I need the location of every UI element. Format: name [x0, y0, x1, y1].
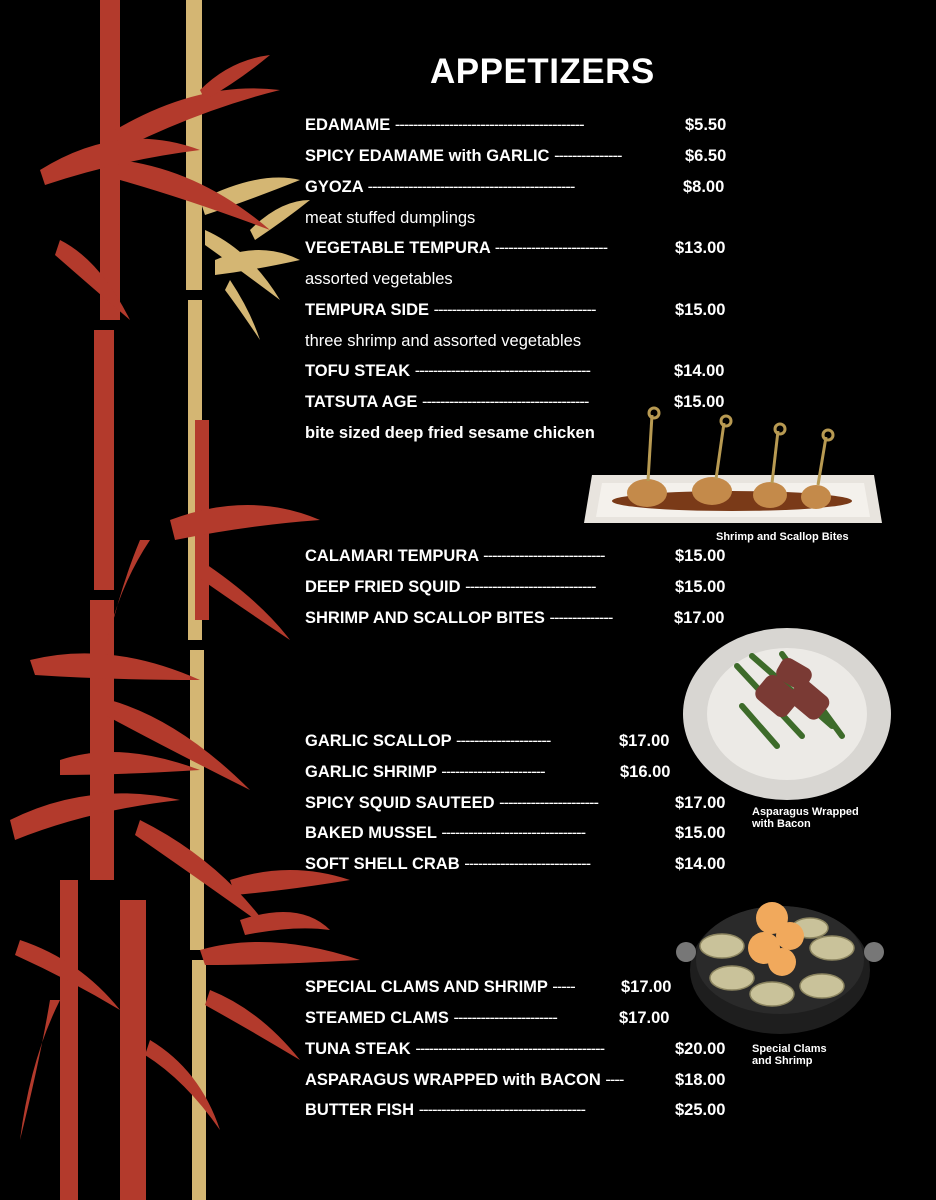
menu-item [305, 762, 671, 782]
item-name: SPICY EDAMAME with GARLIC [305, 147, 550, 165]
menu-item [305, 577, 726, 597]
item-name: ASPARAGUS WRAPPED with BACON [305, 1071, 601, 1089]
menu-item [305, 177, 725, 197]
item-price: $17.00 [619, 1009, 670, 1027]
item-dashes: ---------------------------- [464, 855, 591, 873]
item-name: GYOZA [305, 178, 364, 196]
item-dashes: ------------------------- [494, 239, 608, 257]
item-dashes: -------------- [549, 609, 613, 627]
item-price: $15.00 [674, 393, 725, 411]
item-price: $17.00 [674, 609, 725, 627]
item-price: $25.00 [675, 1101, 726, 1119]
item-price: $17.00 [621, 978, 672, 996]
menu-item [305, 1100, 726, 1120]
item-price: $17.00 [619, 732, 670, 750]
item-price: $20.00 [675, 1040, 726, 1058]
item-dashes: ------------------------------------------ [415, 1040, 605, 1058]
item-dashes: ---------------------- [499, 794, 598, 812]
item-name: SPECIAL CLAMS AND SHRIMP [305, 978, 548, 996]
item-dashes: ------------------------------------- [422, 393, 589, 411]
item-name: TEMPURA SIDE [305, 301, 430, 319]
menu-item [305, 1070, 726, 1090]
item-dashes: ---------------------------------------------- [367, 178, 575, 196]
item-dashes: ------------------------------------- [418, 1101, 585, 1119]
item-name: BAKED MUSSEL [305, 824, 437, 842]
item-price: $14.00 [675, 855, 726, 873]
menu-item [305, 392, 725, 412]
item-dashes: --------------------------------------- [414, 362, 591, 380]
menu-item [305, 115, 727, 135]
photo-caption [752, 1043, 827, 1067]
item-price: $14.00 [674, 362, 725, 380]
item-price: $17.00 [675, 794, 726, 812]
item-price: $6.50 [685, 147, 727, 165]
item-name: VEGETABLE TEMPURA [305, 239, 491, 257]
menu-item [305, 977, 672, 997]
item-dashes: ----- [552, 978, 575, 996]
menu-item [305, 1039, 726, 1059]
item-price: $15.00 [675, 301, 726, 319]
item-name: TOFU STEAK [305, 362, 411, 380]
menu-item [305, 1008, 670, 1028]
item-dashes: ---- [605, 1071, 624, 1089]
item-price: $16.00 [620, 763, 671, 781]
item-dashes: ----------------------- [453, 1009, 557, 1027]
item-price: $18.00 [675, 1071, 726, 1089]
item-dashes: --------------------------- [483, 547, 605, 565]
caption-line: and Shrimp [752, 1055, 813, 1067]
item-dashes: -------------------------------- [441, 824, 586, 842]
item-price: $15.00 [675, 547, 726, 565]
item-name: STEAMED CLAMS [305, 1009, 449, 1027]
menu-item [305, 731, 670, 751]
item-dashes: ------------------------------------------ [394, 116, 584, 134]
menu-item [305, 300, 726, 320]
asparagus-bacon-photo [682, 626, 892, 802]
item-price: $8.00 [683, 178, 725, 196]
caption-line: with Bacon [752, 818, 811, 830]
item-dashes: ------------------------------------ [433, 301, 596, 319]
item-description: meat stuffed dumplings [305, 209, 476, 227]
caption-line: Special Clams [752, 1043, 827, 1055]
menu-item [305, 854, 726, 874]
item-name: EDAMAME [305, 116, 391, 134]
item-price: $5.50 [685, 116, 727, 134]
item-dashes: ----------------------------- [465, 578, 596, 596]
item-price: $15.00 [675, 824, 726, 842]
item-price: $13.00 [675, 239, 726, 257]
item-description: assorted vegetables [305, 270, 453, 288]
item-name: SPICY SQUID SAUTEED [305, 794, 495, 812]
item-name: BUTTER FISH [305, 1101, 415, 1119]
menu-item [305, 793, 726, 813]
photo-caption: Shrimp and Scallop Bites [716, 531, 849, 543]
photo-caption [752, 806, 859, 830]
menu-item [305, 823, 726, 843]
caption-line: Asparagus Wrapped [752, 806, 859, 818]
item-name: GARLIC SHRIMP [305, 763, 437, 781]
clams-shrimp-photo [672, 898, 888, 1038]
item-name: TUNA STEAK [305, 1040, 411, 1058]
item-name: DEEP FRIED SQUID [305, 578, 461, 596]
page-title: APPETIZERS [430, 52, 655, 91]
menu-item [305, 608, 725, 628]
item-dashes: --------------------- [455, 732, 551, 750]
item-name: SHRIMP AND SCALLOP BITES [305, 609, 545, 627]
item-description: three shrimp and assorted vegetables [305, 332, 582, 350]
menu-item [305, 146, 727, 166]
item-name: GARLIC SCALLOP [305, 732, 452, 750]
item-dashes: --------------- [554, 147, 622, 165]
item-description: bite sized deep fried sesame chicken [305, 424, 595, 442]
menu-item [305, 361, 725, 381]
item-name: SOFT SHELL CRAB [305, 855, 460, 873]
menu-item [305, 238, 726, 258]
item-price: $15.00 [675, 578, 726, 596]
item-dashes: ----------------------- [441, 763, 545, 781]
scallop-bites-photo [582, 405, 884, 527]
item-name: CALAMARI TEMPURA [305, 547, 479, 565]
menu-item [305, 546, 726, 566]
item-name: TATSUTA AGE [305, 393, 418, 411]
